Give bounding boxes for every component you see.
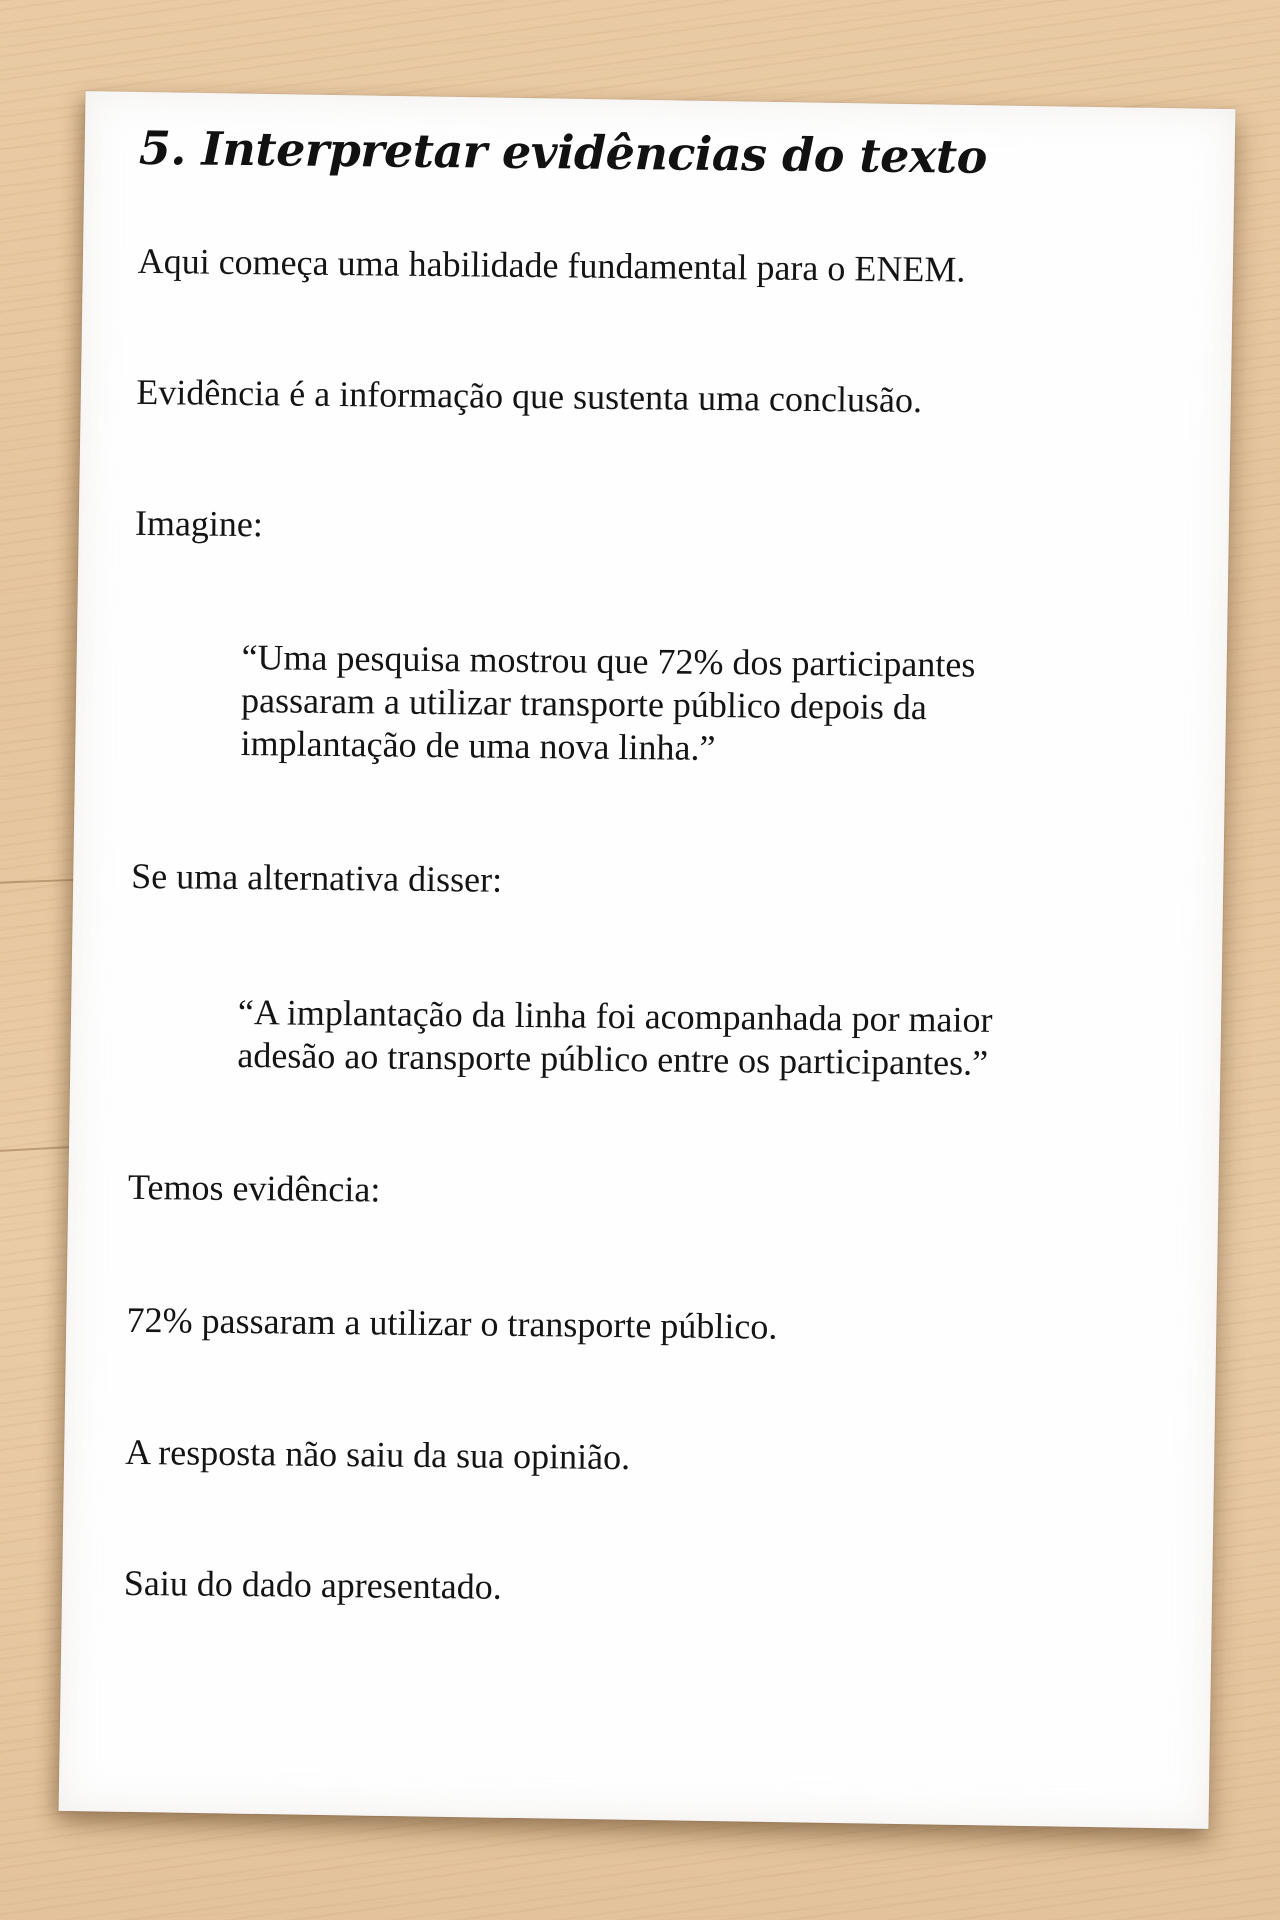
document-body	[124, 110, 1180, 1616]
paper-sheet	[59, 91, 1236, 1829]
conclusion-opinion: A resposta não saiu da sua opinião.	[125, 1431, 631, 1477]
wood-grain-mark	[0, 1146, 70, 1152]
definition-paragraph: Evidência é a informação que sustenta uma conclusão.	[136, 371, 923, 420]
evidence-fact: 72% passaram a utilizar o transporte público.	[126, 1300, 778, 1348]
section-title: 5. Interpretar evidências do texto	[138, 120, 988, 184]
alternative-quote: “A implantação da linha foi acompanhada por maior adesão ao transporte público entre os participantes.”	[237, 991, 993, 1083]
example-quote: “Uma pesquisa mostrou que 72% dos participantes passaram a utilizar transporte público depois da implantação de uma nova linha.”	[240, 637, 976, 769]
alternative-label: Se uma alternativa disser:	[131, 855, 503, 900]
evidence-label: Temos evidência:	[127, 1167, 381, 1210]
intro-paragraph: Aqui começa uma habilidade fundamental para o ENEM.	[137, 240, 966, 290]
conclusion-data: Saiu do dado apresentado.	[123, 1562, 502, 1607]
imagine-label: Imagine:	[134, 502, 264, 545]
